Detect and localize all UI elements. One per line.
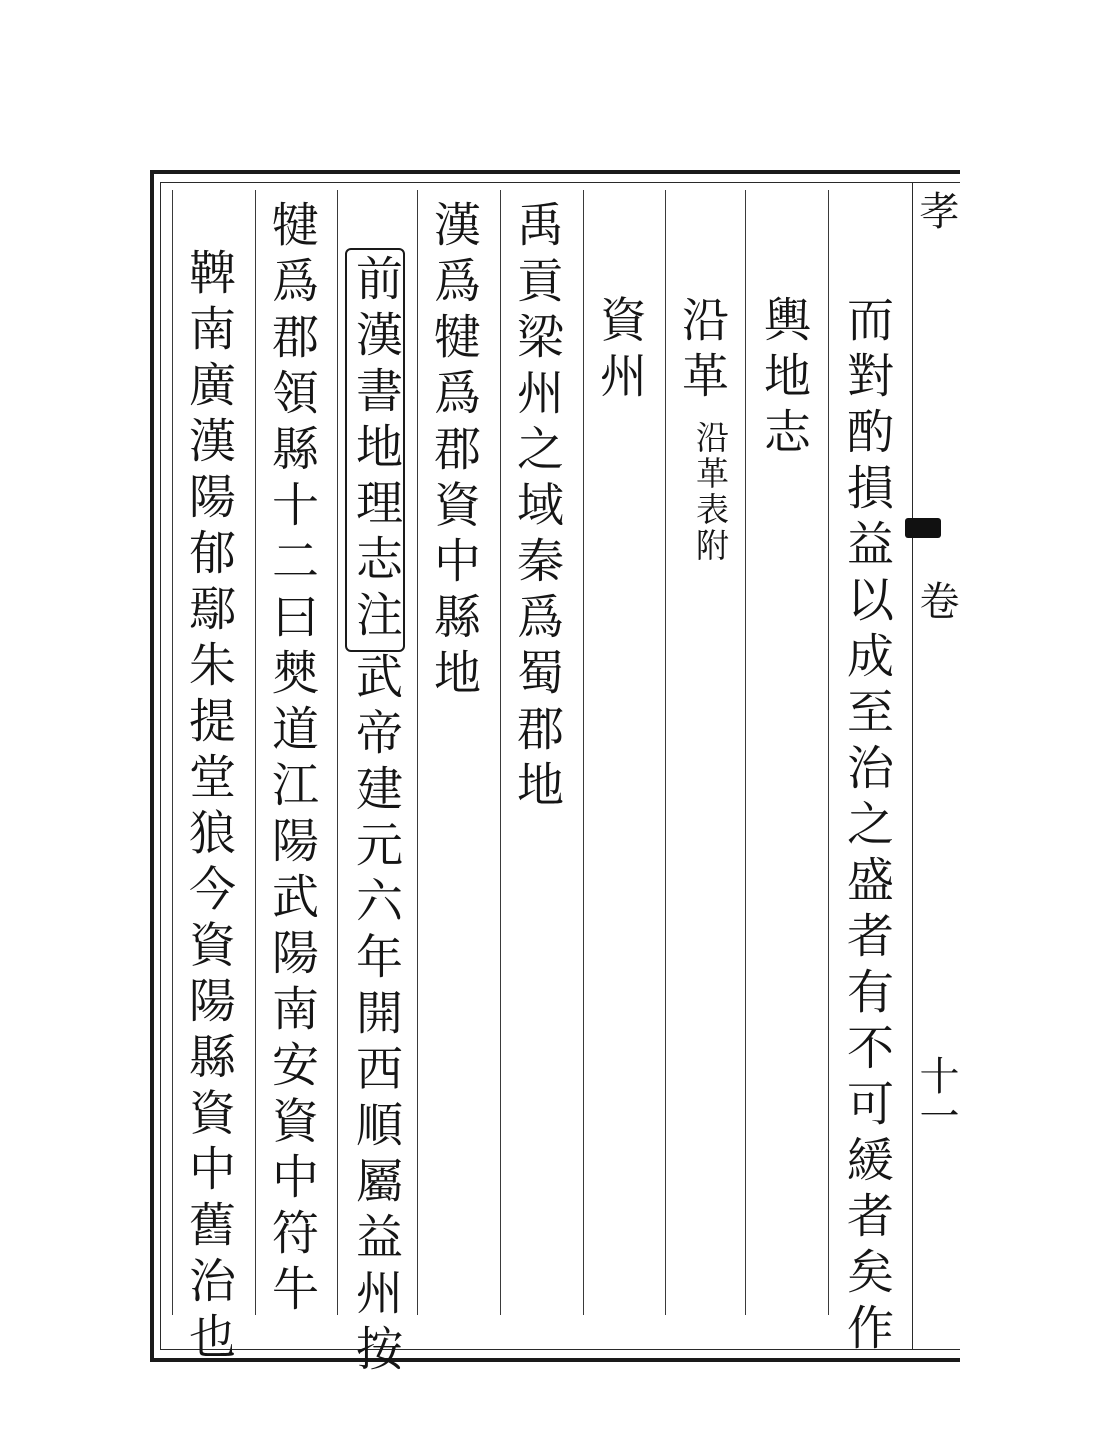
column-divider (337, 190, 338, 1315)
ink-stain (905, 518, 941, 538)
column-divider (583, 190, 584, 1315)
text-column-9: 鞞南廣漢陽郁鄢朱提堂狼今資陽縣資中舊治也 (181, 248, 236, 1368)
text-column-7-body: 武帝建元六年開西順屬益州按 (348, 652, 403, 1380)
column-divider (417, 190, 418, 1315)
margin-volume: 卷 (913, 580, 959, 620)
place-name: 資州 (592, 295, 647, 407)
text-column-5: 禹貢梁州之域秦爲蜀郡地 (509, 200, 564, 816)
subsection-note: 沿革表附 (691, 420, 730, 564)
column-divider (255, 190, 256, 1315)
column-divider (500, 190, 501, 1315)
subsection-heading: 沿革 (674, 295, 729, 407)
column-divider (745, 190, 746, 1315)
margin-book-title: 孝 (913, 190, 959, 230)
column-divider (828, 190, 829, 1315)
column-divider (172, 190, 173, 1315)
text-column-6: 漢爲犍爲郡資中縣地 (426, 200, 481, 704)
text-column-7 (345, 248, 405, 1380)
text-column-1: 而對酌損益以成至治之盛者有不可緩者矣作 (839, 295, 894, 1359)
text-column-8: 犍爲郡領縣十二曰僰道江陽武陽南安資中符牛 (264, 200, 319, 1320)
center-margin-strip (912, 182, 960, 1350)
column-divider (665, 190, 666, 1315)
margin-page-number: 十一 (913, 1055, 959, 1135)
section-title: 輿地志 (756, 295, 811, 463)
source-citation-box: 前漢書地理志注 (345, 248, 405, 652)
